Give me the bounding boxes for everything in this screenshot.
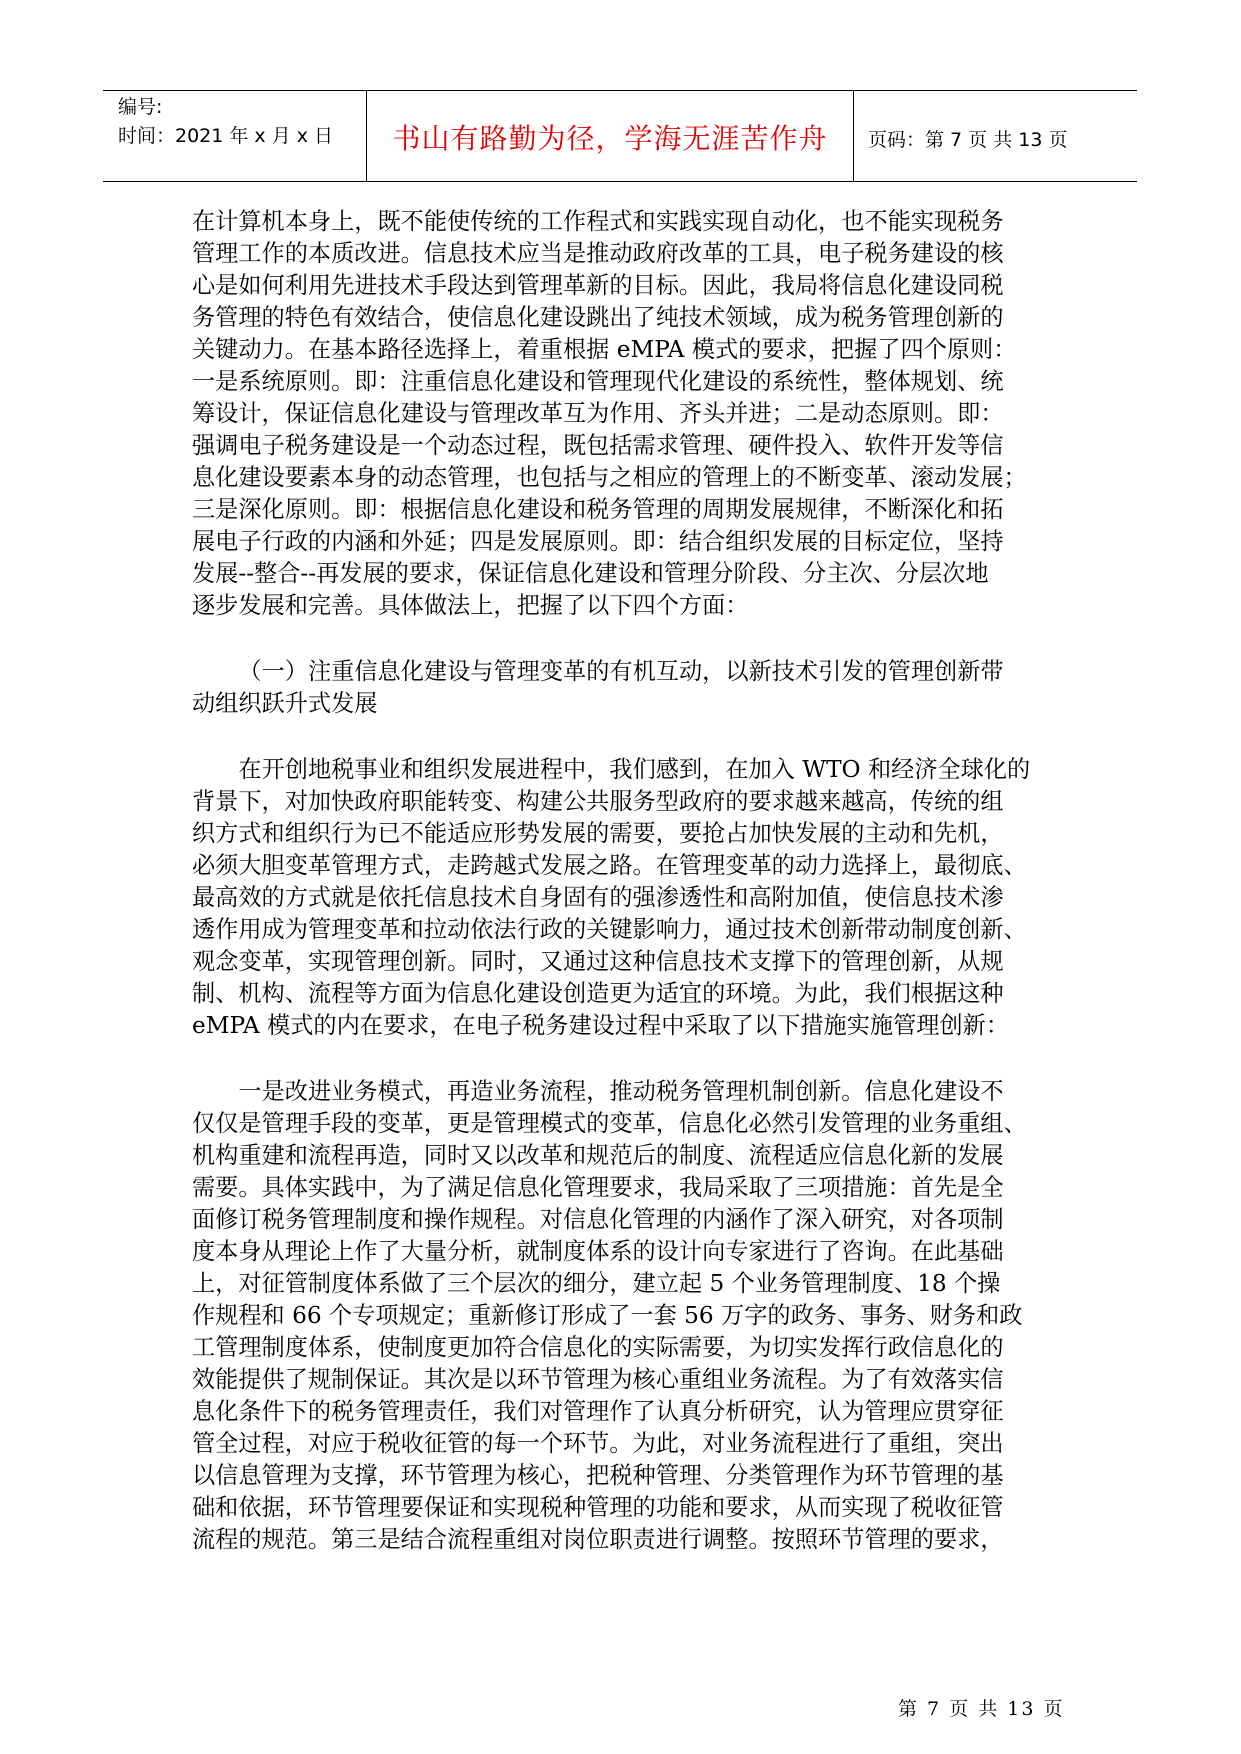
text-line: 织方式和组织行为已不能适应形势发展的需要，要抢占加快发展的主动和先机，	[192, 820, 1004, 847]
text-line: 作规程和 66 个专项规定；重新修订形成了一套 56 万字的政务、事务、财务和政	[192, 1302, 1023, 1329]
text-line: 息化条件下的税务管理责任，我们对管理作了认真分析研究，认为管理应贯穿征	[192, 1398, 1004, 1425]
header-divider-left	[366, 90, 367, 182]
header-divider-right	[853, 90, 854, 182]
paragraph-gap	[192, 622, 1052, 656]
text-line: 背景下，对加快政府职能转变、构建公共服务型政府的要求越来越高，传统的组	[192, 788, 1004, 815]
paragraph	[192, 754, 1052, 1042]
text-line: 发展--整合--再发展的要求，保证信息化建设和管理分阶段、分主次、分层次地	[192, 560, 989, 587]
document-time-label: 时间：2021 年 x 月 x 日	[118, 125, 334, 147]
text-line: 息化建设要素本身的动态管理，也包括与之相应的管理上的不断变革、滚动发展；	[192, 464, 1027, 491]
text-line: 三是深化原则。即：根据信息化建设和税务管理的周期发展规律，不断深化和拓	[192, 496, 1004, 523]
text-line: 最高效的方式就是依托信息技术自身固有的强渗透性和高附加值，使信息技术渗	[192, 884, 1004, 911]
text-line: 一是系统原则。即：注重信息化建设和管理现代化建设的系统性，整体规划、统	[192, 368, 1004, 395]
text-line: 透作用成为管理变革和拉动依法行政的关键影响力，通过技术创新带动制度创新、	[192, 916, 1027, 943]
text-line: 需要。具体实践中，为了满足信息化管理要求，我局采取了三项措施：首先是全	[192, 1174, 1004, 1201]
text-line: 管理工作的本质改进。信息技术应当是推动政府改革的工具，电子税务建设的核	[192, 240, 1004, 267]
text-line: 必须大胆变革管理方式，走跨越式发展之路。在管理变革的动力选择上，最彻底、	[192, 852, 1027, 879]
text-line: 以信息管理为支撑，环节管理为核心，把税种管理、分类管理作为环节管理的基	[192, 1462, 1004, 1489]
text-line: 在计算机本身上，既不能使传统的工作程式和实践实现自动化，也不能实现税务	[192, 208, 1004, 235]
document-number-label: 编号:	[118, 96, 163, 118]
text-line: 一是改进业务模式，再造业务流程，推动税务管理机制创新。信息化建设不	[238, 1078, 1004, 1105]
paragraph	[192, 1076, 1052, 1556]
text-line: 流程的规范。第三是结合流程重组对岗位职责进行调整。按照环节管理的要求，	[192, 1526, 1004, 1553]
header-motto: 书山有路勤为径，学海无涯苦作舟	[392, 122, 828, 155]
text-line: 心是如何利用先进技术手段达到管理革新的目标。因此，我局将信息化建设同税	[192, 272, 1004, 299]
text-line: 在开创地税事业和组织发展进程中，我们感到，在加入 WTO 和经济全球化的	[238, 756, 1031, 783]
paragraph	[192, 656, 1052, 720]
paragraph-gap	[192, 1042, 1052, 1076]
text-line: 上，对征管制度体系做了三个层次的细分，建立起 5 个业务管理制度、18 个操	[192, 1270, 1001, 1297]
paragraph-gap	[192, 720, 1052, 754]
text-line: 管全过程，对应于税收征管的每一个环节。为此，对业务流程进行了重组，突出	[192, 1430, 1004, 1457]
paragraph	[192, 206, 1052, 622]
text-line: （一）注重信息化建设与管理变革的有机互动，以新技术引发的管理创新带	[238, 658, 1004, 685]
text-line: 逐步发展和完善。具体做法上，把握了以下四个方面：	[192, 592, 749, 619]
footer-page-number: 第 7 页 共 13 页	[898, 1698, 1065, 1720]
text-line: 度本身从理论上作了大量分析，就制度体系的设计向专家进行了咨询。在此基础	[192, 1238, 1004, 1265]
text-line: 机构重建和流程再造，同时又以改革和规范后的制度、流程适应信息化新的发展	[192, 1142, 1004, 1169]
header-bottom-rule	[103, 181, 1137, 182]
header-meta	[118, 93, 333, 151]
text-line: 工管理制度体系，使制度更加符合信息化的实际需要，为切实发挥行政信息化的	[192, 1334, 1004, 1361]
text-line: 动组织跃升式发展	[192, 690, 378, 717]
text-line: 务管理的特色有效结合，使信息化建设跳出了纯技术领域，成为税务管理创新的	[192, 304, 1004, 331]
text-line: 础和依据，环节管理要保证和实现税种管理的功能和要求，从而实现了税收征管	[192, 1494, 1004, 1521]
text-line: 筹设计，保证信息化建设与管理改革互为作用、齐头并进；二是动态原则。即：	[192, 400, 1004, 427]
header-top-rule	[103, 90, 1137, 91]
text-line: 效能提供了规制保证。其次是以环节管理为核心重组业务流程。为了有效落实信	[192, 1366, 1004, 1393]
text-line: 制、机构、流程等方面为信息化建设创造更为适宜的环境。为此，我们根据这种	[192, 980, 1004, 1007]
text-line: 关键动力。在基本路径选择上，着重根据 eMPA 模式的要求，把握了四个原则：	[192, 336, 1017, 363]
text-line: 观念变革，实现管理创新。同时，又通过这种信息技术支撑下的管理创新，从规	[192, 948, 1004, 975]
text-line: 仅仅是管理手段的变革，更是管理模式的变革，信息化必然引发管理的业务重组、	[192, 1110, 1027, 1137]
document-body	[192, 206, 1052, 1556]
header-page-indicator: 页码：第 7 页 共 13 页	[868, 129, 1068, 151]
text-line: 面修订税务管理制度和操作规程。对信息化管理的内涵作了深入研究，对各项制	[192, 1206, 1004, 1233]
text-line: 强调电子税务建设是一个动态过程，既包括需求管理、硬件投入、软件开发等信	[192, 432, 1004, 459]
text-line: 展电子行政的内涵和外延；四是发展原则。即：结合组织发展的目标定位，坚持	[192, 528, 1004, 555]
text-line: eMPA 模式的内在要求，在电子税务建设过程中采取了以下措施实施管理创新：	[192, 1012, 1010, 1039]
